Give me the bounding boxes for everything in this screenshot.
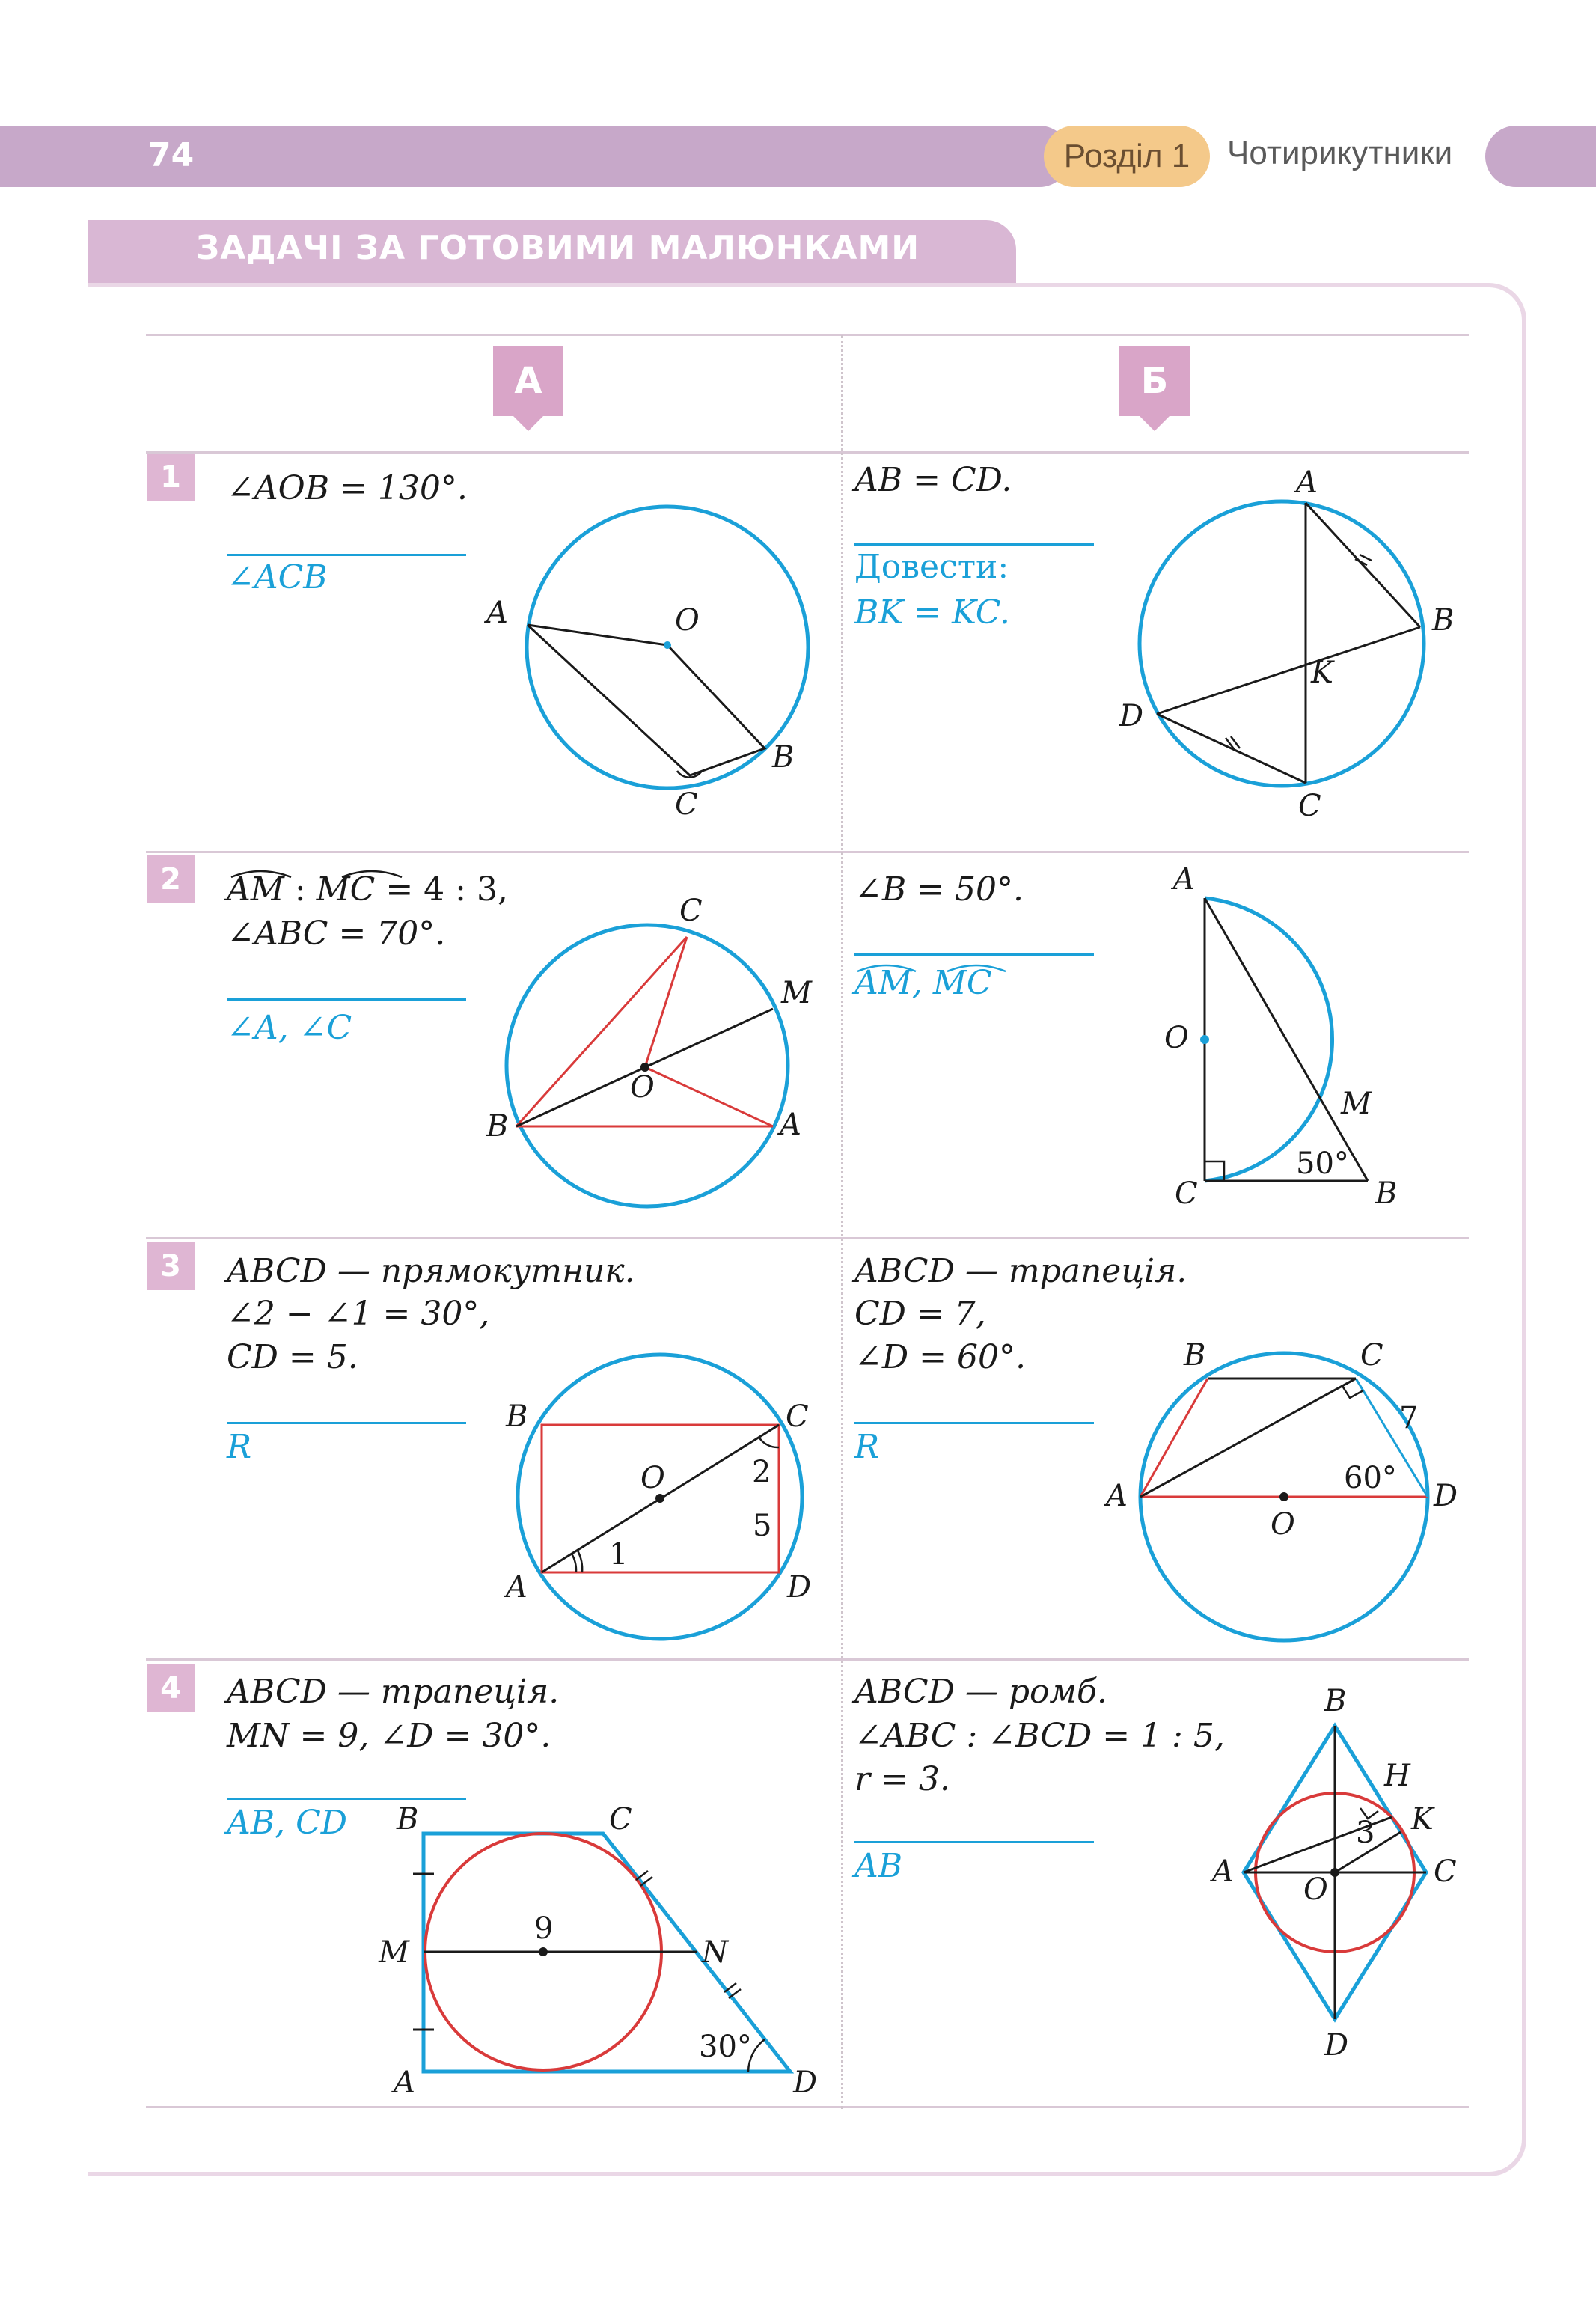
svg-text:B: B <box>506 1399 528 1434</box>
svg-text:5: 5 <box>753 1509 772 1543</box>
svg-text:A: A <box>1296 465 1318 500</box>
banner-title: ЗАДАЧІ ЗА ГОТОВИМИ МАЛЮНКАМИ <box>196 229 920 267</box>
find-sep: , <box>911 964 933 1002</box>
svg-text:C: C <box>786 1399 809 1434</box>
find-underline <box>227 554 466 556</box>
svg-text:O: O <box>1164 1021 1189 1055</box>
divider <box>146 1658 1469 1661</box>
prove-1b: BK = KC. <box>854 593 1010 632</box>
find-underline <box>854 543 1094 546</box>
svg-text:O: O <box>640 1461 665 1495</box>
prove-title-1b: Довести: <box>854 548 1009 586</box>
find-2a: ∠A, ∠C <box>227 1009 352 1047</box>
figure-2a <box>471 891 816 1220</box>
given-2a-angle: ∠ABC = 70°. <box>227 915 446 953</box>
svg-text:7: 7 <box>1399 1401 1419 1435</box>
given-3a-2: ∠2 − ∠1 = 30°, <box>227 1295 490 1333</box>
given-4a-1 <box>227 1673 559 1712</box>
svg-text:A: A <box>1212 1854 1234 1889</box>
given-3b-1 <box>854 1252 1187 1292</box>
given-3a-3: CD = 5. <box>227 1338 358 1376</box>
svg-text:A: A <box>780 1108 801 1142</box>
problem-number: 3 <box>147 1242 195 1290</box>
svg-text:D: D <box>1434 1479 1458 1513</box>
svg-text:D: D <box>793 2066 818 2100</box>
svg-text:N: N <box>702 1935 728 1970</box>
given-4b-3: r = 3. <box>854 1760 950 1798</box>
problem-number: 2 <box>147 855 195 903</box>
page-number: 74 <box>148 136 195 174</box>
svg-text:K: K <box>1311 656 1333 690</box>
figure-1b <box>1107 464 1489 838</box>
svg-text:30°: 30° <box>699 2030 752 2064</box>
find-4b: AB <box>854 1847 903 1885</box>
find-4a: AB, CD <box>227 1804 348 1842</box>
given-1a: ∠AOB = 130°. <box>227 469 468 507</box>
svg-text:O: O <box>675 603 700 638</box>
divider <box>146 1237 1469 1239</box>
given-2b: ∠B = 50°. <box>854 870 1024 909</box>
svg-text:K: K <box>1411 1802 1434 1837</box>
svg-text:A: A <box>486 596 508 630</box>
arc-marks-2b <box>854 955 1019 977</box>
section-title: Чотирикутники <box>1227 135 1453 171</box>
shape-name: ABCD — трапеція. <box>854 1252 1187 1290</box>
given-3b-2: CD = 7, <box>854 1295 986 1333</box>
column-divider <box>841 335 843 2109</box>
svg-text:B: B <box>1375 1176 1398 1211</box>
svg-text:M: M <box>781 976 812 1010</box>
figure-1a <box>464 494 823 838</box>
svg-text:D: D <box>1324 2028 1349 2063</box>
problem-number: 4 <box>147 1664 195 1712</box>
figure-4b <box>1190 1669 1489 2073</box>
arc-am: AM <box>854 964 912 1002</box>
svg-text:A: A <box>1173 862 1195 897</box>
svg-text:C: C <box>675 787 698 822</box>
divider <box>146 2106 1469 2108</box>
svg-text:C: C <box>1434 1854 1457 1889</box>
given-3a-1 <box>227 1252 635 1292</box>
figure-2b <box>1152 862 1489 1212</box>
divider <box>146 334 1469 336</box>
arc-mc: MC <box>932 964 992 1002</box>
svg-text:9: 9 <box>534 1911 554 1946</box>
svg-text:C: C <box>1175 1176 1198 1211</box>
svg-text:A: A <box>506 1570 528 1605</box>
shape-name: ABCD — трапеція. <box>227 1673 560 1711</box>
svg-text:C: C <box>1360 1338 1383 1373</box>
svg-text:C: C <box>679 894 703 928</box>
arc-marks-2a <box>227 861 451 883</box>
arc-am: AM <box>227 870 284 909</box>
svg-text:3: 3 <box>1356 1816 1375 1850</box>
arc-mc: MC <box>316 870 376 909</box>
svg-text:O: O <box>1303 1872 1328 1907</box>
shape-name: ABCD — ромб. <box>854 1673 1107 1711</box>
svg-text:B: B <box>486 1109 509 1144</box>
svg-text:D: D <box>787 1570 812 1605</box>
svg-text:1: 1 <box>609 1537 629 1572</box>
svg-text:50°: 50° <box>1296 1147 1349 1181</box>
svg-text:C: C <box>1298 789 1321 823</box>
ratio-sep: : <box>284 870 317 909</box>
find-underline <box>854 1422 1094 1424</box>
svg-text:B: B <box>1432 603 1455 638</box>
given-4b-2: ∠ABC : ∠BCD = 1 : 5, <box>854 1717 1225 1755</box>
svg-text:B: B <box>1184 1338 1206 1373</box>
divider <box>146 851 1469 853</box>
find-3a: R <box>227 1428 252 1466</box>
svg-text:O: O <box>630 1070 655 1105</box>
divider <box>146 451 1469 454</box>
svg-text:O: O <box>1271 1507 1295 1542</box>
ratio-value: = 4 : 3, <box>375 870 508 909</box>
svg-text:B: B <box>397 1802 419 1837</box>
find-1a: ∠ACB <box>227 558 328 596</box>
find-underline <box>227 998 466 1001</box>
figure-3a <box>494 1347 831 1646</box>
find-underline <box>854 1841 1094 1843</box>
svg-text:D: D <box>1119 699 1144 733</box>
svg-text:A: A <box>1106 1479 1128 1513</box>
section-label: Розділ 1 <box>1044 126 1210 187</box>
find-3b: R <box>854 1428 880 1466</box>
figure-3b <box>1100 1332 1489 1646</box>
shape-name: ABCD — прямокутник. <box>227 1252 635 1290</box>
svg-text:H: H <box>1384 1759 1410 1793</box>
given-3b-3: ∠D = 60°. <box>854 1338 1026 1376</box>
svg-text:2: 2 <box>752 1455 771 1489</box>
svg-text:M: M <box>1341 1087 1372 1121</box>
svg-text:A: A <box>394 2066 415 2100</box>
svg-text:C: C <box>609 1802 632 1837</box>
column-tag-b: Б <box>1119 346 1190 416</box>
given-4b-1 <box>854 1673 1107 1712</box>
column-tag-a: А <box>493 346 563 416</box>
header-decoration <box>1485 126 1596 187</box>
given-4a-2: MN = 9, ∠D = 30°. <box>227 1717 551 1755</box>
svg-text:60°: 60° <box>1344 1461 1397 1495</box>
svg-text:B: B <box>772 740 795 775</box>
figure-4a <box>374 1796 838 2103</box>
svg-text:B: B <box>1324 1684 1347 1718</box>
problem-number: 1 <box>147 454 195 501</box>
find-underline <box>227 1422 466 1424</box>
svg-text:M: M <box>379 1935 409 1970</box>
given-1b: AB = CD. <box>854 461 1012 499</box>
